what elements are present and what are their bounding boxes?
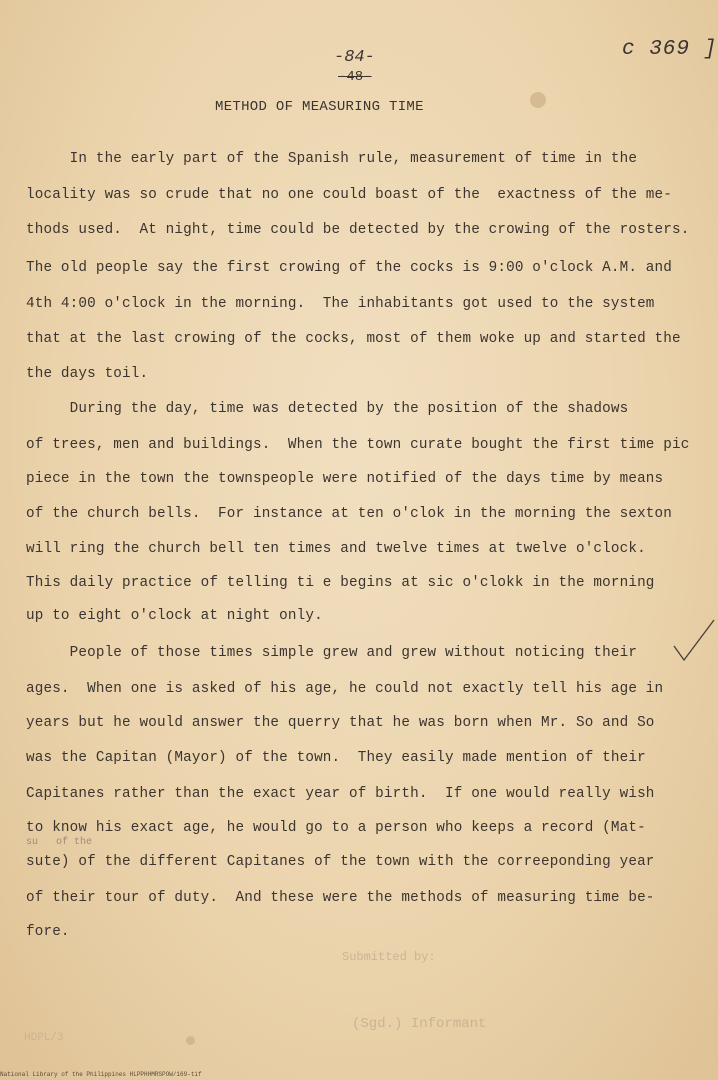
text-line: Capitanes rather than the exact year of birth. If one would really wish [26,786,655,802]
stain-mark [186,1036,195,1045]
text-line: of the church bells. For instance at ten o'clok in the morning the sexton [26,506,672,522]
text-line: the days toil. [26,366,149,382]
text-line: ages. When one is asked of his age, he could not exactly tell his age in [26,681,664,697]
text-line: The old people say the first crowing of the cocks is 9:00 o'clock A.M. and [26,260,672,276]
margin-note: su of the [26,837,93,848]
catalog-stamp: c 369 ] [622,38,718,61]
text-line: to know his exact age, he would go to a person who keeps a record (Mat- [26,820,646,836]
text-line: thods used. At night, time could be detected by the crowing of the rosters. [26,222,690,238]
text-line: years but he would answer the querry that he was born when Mr. So and So [26,715,655,731]
stain-mark [530,92,546,108]
text-line: will ring the church bell ten times and twelve times at twelve o'clock. [26,541,646,557]
text-line: piece in the town the townspeople were notified of the days time by means [26,471,664,487]
page-number: -84- [334,48,375,67]
text-line: People of those times simple grew and grew without noticing their [26,645,638,661]
text-line: locality was so crude that no one could boast of the exactness of the me- [26,187,672,203]
text-line: This daily practice of telling ti e begins at sic o'clokk in the morning [26,575,655,591]
text-line: 4th 4:00 o'clock in the morning. The inhabitants got used to the system [26,296,655,312]
text-line: that at the last crowing of the cocks, most of them woke up and started the [26,331,681,347]
text-line: of trees, men and buildings. When the town curate bought the first time pic [26,437,690,453]
text-line: fore. [26,924,70,940]
text-line: In the early part of the Spanish rule, measurement of time in the [26,151,638,167]
faint-file-code: HDPL/3 [24,1032,64,1044]
faint-signature-line: Submitted by: [342,950,436,964]
checkmark-icon [672,618,716,664]
document-title: METHOD OF MEASURING TIME [215,99,424,115]
old-page-number: -48- [338,69,372,85]
archive-footer: National Library of the Philippines HLPPHHMRSPOW/169-tif [0,1071,202,1078]
text-line: was the Capitan (Mayor) of the town. They easily made mention of their [26,750,646,766]
text-line: sute) of the different Capitanes of the town with the correeponding year [26,854,655,870]
text-line: of their tour of duty. And these were the methods of measuring time be- [26,890,655,906]
text-line: During the day, time was detected by the position of the shadows [26,401,629,417]
faint-informant-line: (Sgd.) Informant [352,1016,487,1032]
text-line: up to eight o'clock at night only. [26,608,323,624]
